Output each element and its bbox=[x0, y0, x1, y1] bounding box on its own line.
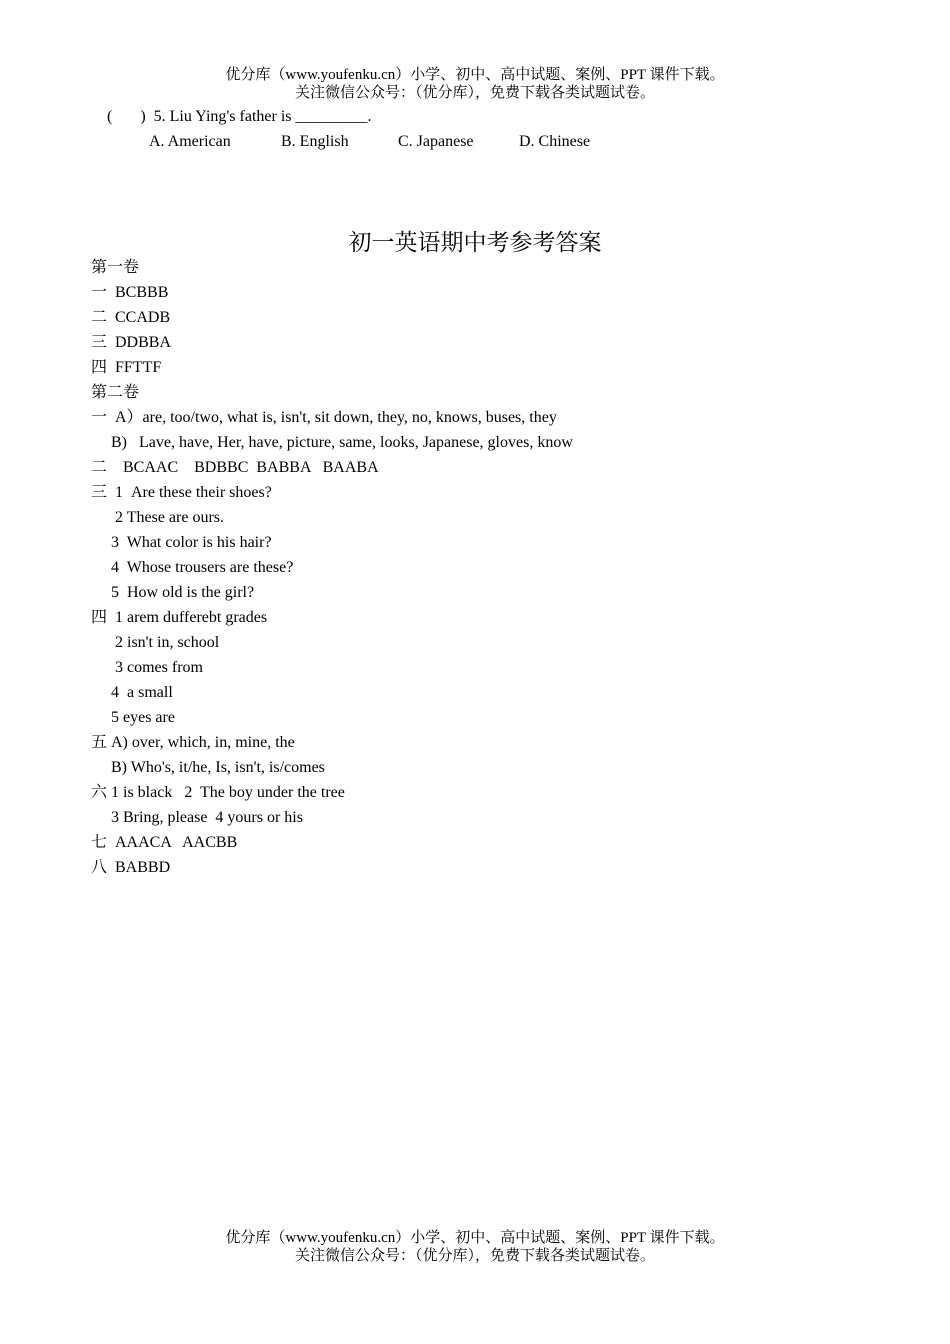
answer-line: 四 1 arem dufferebt grades bbox=[91, 609, 268, 626]
answer-line: 5 How old is the girl? bbox=[91, 584, 255, 601]
answer-line: 三 DDBBA bbox=[91, 334, 172, 351]
answer-line: 一 BCBBB bbox=[91, 284, 169, 301]
answer-line: 七 AAACA AACBB bbox=[91, 834, 238, 851]
answer-line: 4 Whose trousers are these? bbox=[91, 559, 294, 576]
answer-line: 4 a small bbox=[91, 684, 173, 701]
answer-line: 3 comes from bbox=[91, 659, 203, 676]
answer-line: 5 eyes are bbox=[91, 709, 175, 726]
header-line-2: 关注微信公众号：（优分库），免费下载各类试题试卷。 bbox=[294, 85, 655, 101]
answer-line: 四 FFTTF bbox=[91, 359, 162, 376]
answer-line: 3 Bring, please 4 yours or his bbox=[91, 809, 303, 826]
answer-line: 五 A) over, which, in, mine, the bbox=[91, 734, 295, 751]
answer-line: 三 1 Are these their shoes? bbox=[91, 484, 272, 501]
answer-line: 一 A）are, too/two, what is, isn't, sit down, they, no, knows, buses, they bbox=[91, 409, 557, 426]
answer-line: 第二卷 bbox=[91, 384, 140, 401]
answer-line: 八 BABBD bbox=[91, 859, 171, 876]
answer-line: 第一卷 bbox=[91, 259, 140, 276]
answer-list bbox=[91, 257, 573, 882]
answer-line: 2 isn't in, school bbox=[91, 634, 220, 651]
footer-line-1: 优分库（www.youfenku.cn）小学、初中、高中试题、案例、PPT 课件下载。 bbox=[225, 1230, 725, 1246]
footer-line-2: 关注微信公众号：（优分库），免费下载各类试题试卷。 bbox=[294, 1248, 655, 1264]
option-b: B. English bbox=[281, 133, 349, 150]
option-d: D. Chinese bbox=[519, 133, 591, 150]
answer-key-title: 初一英语期中考参考答案 bbox=[348, 230, 602, 255]
question-5: ( ) 5. Liu Ying's father is _________. bbox=[107, 108, 372, 125]
answer-line: B) Who's, it/he, Is, isn't, is/comes bbox=[91, 759, 325, 776]
option-a: A. American bbox=[149, 133, 231, 150]
answer-line: 2 These are ours. bbox=[91, 509, 224, 526]
answer-line: 六 1 is black 2 The boy under the tree bbox=[91, 784, 345, 801]
answer-line: 二 BCAAC BDBBC BABBA BAABA bbox=[91, 459, 379, 476]
answer-line: 3 What color is his hair? bbox=[91, 534, 272, 551]
header-line-1: 优分库（www.youfenku.cn）小学、初中、高中试题、案例、PPT 课件下载。 bbox=[225, 67, 725, 83]
answer-line: B) Lave, have, Her, have, picture, same, looks, Japanese, gloves, know bbox=[91, 434, 573, 451]
answer-line: 二 CCADB bbox=[91, 309, 171, 326]
option-c: C. Japanese bbox=[398, 133, 474, 150]
